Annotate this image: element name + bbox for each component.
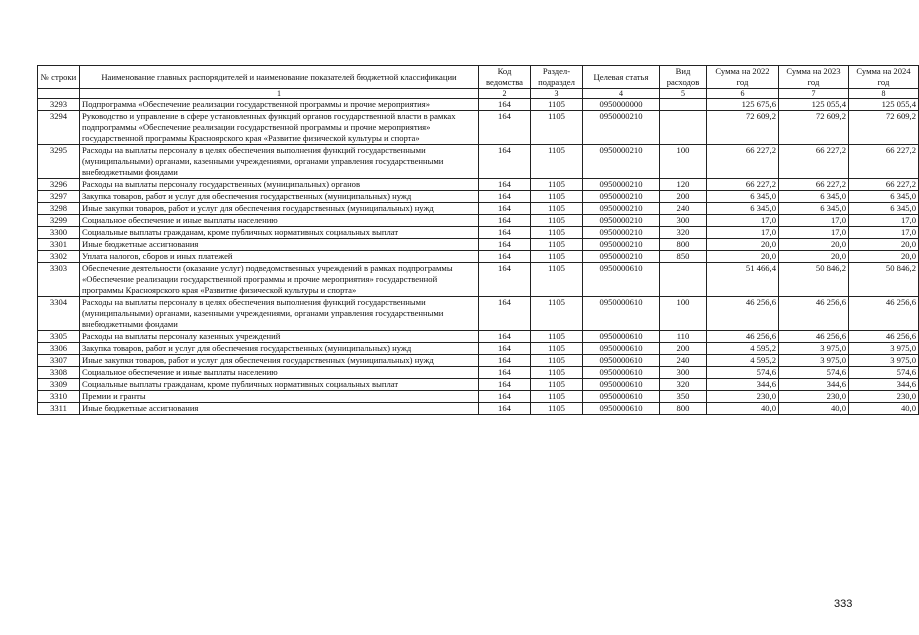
target-article-cell: 0950000610 <box>583 367 660 379</box>
sum-2022-cell: 20,0 <box>707 239 779 251</box>
dept-code-cell: 164 <box>479 297 531 331</box>
target-article-cell: 0950000210 <box>583 239 660 251</box>
sum-2022-cell: 17,0 <box>707 227 779 239</box>
table-row <box>38 203 919 215</box>
sum-2024-cell: 72 609,2 <box>849 111 919 145</box>
row-name-cell: Закупка товаров, работ и услуг для обеспечения государственных (муниципальных) нужд <box>80 343 479 355</box>
sum-2022-cell: 72 609,2 <box>707 111 779 145</box>
sum-2022-cell: 46 256,6 <box>707 331 779 343</box>
row-name-cell: Социальное обеспечение и иные выплаты населению <box>80 367 479 379</box>
table-row <box>38 111 919 145</box>
table-row <box>38 239 919 251</box>
row-name-cell: Иные закупки товаров, работ и услуг для обеспечения государственных (муниципальных) нужд <box>80 203 479 215</box>
expense-kind-cell: 100 <box>660 297 707 331</box>
sum-2023-cell: 66 227,2 <box>779 145 849 179</box>
row-number-cell: 3309 <box>38 379 80 391</box>
row-number-cell: 3294 <box>38 111 80 145</box>
sum-2024-cell: 50 846,2 <box>849 263 919 297</box>
section-cell: 1105 <box>531 403 583 415</box>
column-number: 8 <box>849 89 919 99</box>
target-article-cell: 0950000210 <box>583 227 660 239</box>
sum-2023-cell: 50 846,2 <box>779 263 849 297</box>
column-number: 4 <box>583 89 660 99</box>
sum-2023-cell: 574,6 <box>779 367 849 379</box>
row-number-cell: 3300 <box>38 227 80 239</box>
dept-code-cell: 164 <box>479 239 531 251</box>
section-cell: 1105 <box>531 263 583 297</box>
sum-2024-cell: 3 975,0 <box>849 355 919 367</box>
dept-code-cell: 164 <box>479 251 531 263</box>
expense-kind-cell: 300 <box>660 215 707 227</box>
target-article-cell: 0950000210 <box>583 191 660 203</box>
dept-code-cell: 164 <box>479 355 531 367</box>
sum-2022-cell: 46 256,6 <box>707 297 779 331</box>
target-article-cell: 0950000610 <box>583 343 660 355</box>
expense-kind-cell: 100 <box>660 145 707 179</box>
budget-table <box>37 65 919 415</box>
target-article-cell: 0950000610 <box>583 297 660 331</box>
row-name-cell: Социальные выплаты гражданам, кроме публичных нормативных социальных выплат <box>80 379 479 391</box>
dept-code-cell: 164 <box>479 111 531 145</box>
sum-2022-cell: 51 466,4 <box>707 263 779 297</box>
row-name-cell: Подпрограмма «Обеспечение реализации государственной программы и прочие мероприятия» <box>80 99 479 111</box>
sum-2024-cell: 6 345,0 <box>849 191 919 203</box>
sum-2022-cell: 40,0 <box>707 403 779 415</box>
header-sum-2023: Сумма на 2023 год <box>779 66 849 89</box>
sum-2023-cell: 46 256,6 <box>779 297 849 331</box>
row-number-cell: 3298 <box>38 203 80 215</box>
row-name-cell: Уплата налогов, сборов и иных платежей <box>80 251 479 263</box>
row-number-cell: 3307 <box>38 355 80 367</box>
sum-2024-cell: 3 975,0 <box>849 343 919 355</box>
expense-kind-cell: 300 <box>660 367 707 379</box>
row-number-cell: 3305 <box>38 331 80 343</box>
column-number-row <box>38 89 919 99</box>
row-name-cell: Иные закупки товаров, работ и услуг для обеспечения государственных (муниципальных) нужд <box>80 355 479 367</box>
expense-kind-cell: 800 <box>660 403 707 415</box>
sum-2023-cell: 344,6 <box>779 379 849 391</box>
sum-2023-cell: 3 975,0 <box>779 355 849 367</box>
column-number: 2 <box>479 89 531 99</box>
target-article-cell: 0950000610 <box>583 391 660 403</box>
dept-code-cell: 164 <box>479 99 531 111</box>
row-number-cell: 3303 <box>38 263 80 297</box>
sum-2023-cell: 20,0 <box>779 251 849 263</box>
section-cell: 1105 <box>531 203 583 215</box>
row-number-cell: 3295 <box>38 145 80 179</box>
dept-code-cell: 164 <box>479 215 531 227</box>
row-number-cell: 3297 <box>38 191 80 203</box>
column-number: 3 <box>531 89 583 99</box>
row-name-cell: Расходы на выплаты персоналу в целях обеспечения выполнения функций государственными (муниципальными) органами, казенными учреждениями, органами управления государственными внебюджетными фондами <box>80 145 479 179</box>
sum-2022-cell: 66 227,2 <box>707 179 779 191</box>
sum-2024-cell: 125 055,4 <box>849 99 919 111</box>
dept-code-cell: 164 <box>479 403 531 415</box>
row-name-cell: Социальные выплаты гражданам, кроме публичных нормативных социальных выплат <box>80 227 479 239</box>
row-number-cell: 3302 <box>38 251 80 263</box>
row-number-cell: 3311 <box>38 403 80 415</box>
target-article-cell: 0950000000 <box>583 99 660 111</box>
section-cell: 1105 <box>531 145 583 179</box>
expense-kind-cell <box>660 99 707 111</box>
table-row <box>38 379 919 391</box>
sum-2024-cell: 66 227,2 <box>849 145 919 179</box>
table-row <box>38 403 919 415</box>
table-row <box>38 263 919 297</box>
dept-code-cell: 164 <box>479 263 531 297</box>
row-number-cell: 3310 <box>38 391 80 403</box>
expense-kind-cell: 200 <box>660 343 707 355</box>
row-name-cell: Расходы на выплаты персоналу государственных (муниципальных) органов <box>80 179 479 191</box>
header-dept-code: Код ведомства <box>479 66 531 89</box>
target-article-cell: 0950000610 <box>583 379 660 391</box>
header-name: Наименование главных распорядителей и наименование показателей бюджетной классификации <box>80 66 479 89</box>
target-article-cell: 0950000210 <box>583 203 660 215</box>
sum-2024-cell: 40,0 <box>849 403 919 415</box>
row-number-cell: 3299 <box>38 215 80 227</box>
target-article-cell: 0950000210 <box>583 251 660 263</box>
sum-2024-cell: 66 227,2 <box>849 179 919 191</box>
sum-2023-cell: 230,0 <box>779 391 849 403</box>
table-row <box>38 391 919 403</box>
sum-2023-cell: 72 609,2 <box>779 111 849 145</box>
row-number-cell: 3301 <box>38 239 80 251</box>
target-article-cell: 0950000210 <box>583 145 660 179</box>
sum-2024-cell: 17,0 <box>849 215 919 227</box>
target-article-cell: 0950000210 <box>583 111 660 145</box>
row-number-cell: 3293 <box>38 99 80 111</box>
header-target-article: Целевая статья <box>583 66 660 89</box>
sum-2024-cell: 344,6 <box>849 379 919 391</box>
sum-2023-cell: 40,0 <box>779 403 849 415</box>
sum-2022-cell: 344,6 <box>707 379 779 391</box>
dept-code-cell: 164 <box>479 145 531 179</box>
sum-2022-cell: 574,6 <box>707 367 779 379</box>
row-name-cell: Закупка товаров, работ и услуг для обеспечения государственных (муниципальных) нужд <box>80 191 479 203</box>
section-cell: 1105 <box>531 111 583 145</box>
expense-kind-cell: 110 <box>660 331 707 343</box>
sum-2022-cell: 4 595,2 <box>707 355 779 367</box>
column-number: 7 <box>779 89 849 99</box>
sum-2023-cell: 6 345,0 <box>779 191 849 203</box>
dept-code-cell: 164 <box>479 191 531 203</box>
sum-2022-cell: 6 345,0 <box>707 203 779 215</box>
table-row <box>38 251 919 263</box>
row-name-cell: Социальное обеспечение и иные выплаты населению <box>80 215 479 227</box>
sum-2022-cell: 66 227,2 <box>707 145 779 179</box>
target-article-cell: 0950000210 <box>583 215 660 227</box>
header-sum-2024: Сумма на 2024 год <box>849 66 919 89</box>
row-name-cell: Обеспечение деятельности (оказание услуг) подведомственных учреждений в рамках подпрограммы «Обеспечение реализации государственной программы и прочие мероприятия» государственной программы Красноярского края «Развитие физической культуры и спорта» <box>80 263 479 297</box>
target-article-cell: 0950000210 <box>583 179 660 191</box>
dept-code-cell: 164 <box>479 367 531 379</box>
column-number: 5 <box>660 89 707 99</box>
sum-2024-cell: 6 345,0 <box>849 203 919 215</box>
table-row <box>38 343 919 355</box>
section-cell: 1105 <box>531 191 583 203</box>
sum-2022-cell: 20,0 <box>707 251 779 263</box>
section-cell: 1105 <box>531 239 583 251</box>
expense-kind-cell: 800 <box>660 239 707 251</box>
table-row <box>38 297 919 331</box>
sum-2022-cell: 125 675,6 <box>707 99 779 111</box>
row-name-cell: Руководство и управление в сфере установленных функций органов государственной власти в рамках подпрограммы «Обеспечение реализации государственной программы и прочие мероприятия» государственной программы Красноярского края «Развитие физической культуры и спорта» <box>80 111 479 145</box>
expense-kind-cell: 850 <box>660 251 707 263</box>
sum-2023-cell: 17,0 <box>779 227 849 239</box>
sum-2022-cell: 4 595,2 <box>707 343 779 355</box>
section-cell: 1105 <box>531 215 583 227</box>
target-article-cell: 0950000610 <box>583 331 660 343</box>
expense-kind-cell: 240 <box>660 355 707 367</box>
dept-code-cell: 164 <box>479 203 531 215</box>
section-cell: 1105 <box>531 379 583 391</box>
section-cell: 1105 <box>531 99 583 111</box>
sum-2024-cell: 46 256,6 <box>849 297 919 331</box>
section-cell: 1105 <box>531 391 583 403</box>
header-section: Раздел-подраздел <box>531 66 583 89</box>
row-number-cell: 3308 <box>38 367 80 379</box>
sum-2024-cell: 20,0 <box>849 239 919 251</box>
table-row <box>38 227 919 239</box>
table-row <box>38 355 919 367</box>
table-row <box>38 179 919 191</box>
sum-2023-cell: 6 345,0 <box>779 203 849 215</box>
sum-2023-cell: 17,0 <box>779 215 849 227</box>
table-row <box>38 99 919 111</box>
section-cell: 1105 <box>531 179 583 191</box>
section-cell: 1105 <box>531 297 583 331</box>
row-name-cell: Расходы на выплаты персоналу казенных учреждений <box>80 331 479 343</box>
section-cell: 1105 <box>531 227 583 239</box>
expense-kind-cell <box>660 111 707 145</box>
row-name-cell: Иные бюджетные ассигнования <box>80 239 479 251</box>
section-cell: 1105 <box>531 331 583 343</box>
expense-kind-cell: 350 <box>660 391 707 403</box>
expense-kind-cell: 240 <box>660 203 707 215</box>
dept-code-cell: 164 <box>479 343 531 355</box>
sum-2024-cell: 46 256,6 <box>849 331 919 343</box>
row-number-cell: 3304 <box>38 297 80 331</box>
sum-2023-cell: 125 055,4 <box>779 99 849 111</box>
dept-code-cell: 164 <box>479 179 531 191</box>
table-row <box>38 367 919 379</box>
table-row <box>38 145 919 179</box>
header-sum-2022: Сумма на 2022 год <box>707 66 779 89</box>
sum-2024-cell: 574,6 <box>849 367 919 379</box>
sum-2024-cell: 230,0 <box>849 391 919 403</box>
table-row <box>38 331 919 343</box>
sum-2023-cell: 66 227,2 <box>779 179 849 191</box>
header-row-number: № строки <box>38 66 80 89</box>
dept-code-cell: 164 <box>479 331 531 343</box>
row-name-cell: Премии и гранты <box>80 391 479 403</box>
row-name-cell: Иные бюджетные ассигнования <box>80 403 479 415</box>
sum-2024-cell: 20,0 <box>849 251 919 263</box>
expense-kind-cell: 320 <box>660 227 707 239</box>
expense-kind-cell: 320 <box>660 379 707 391</box>
column-number: 1 <box>80 89 479 99</box>
dept-code-cell: 164 <box>479 227 531 239</box>
column-number <box>38 89 80 99</box>
dept-code-cell: 164 <box>479 379 531 391</box>
sum-2023-cell: 46 256,6 <box>779 331 849 343</box>
sum-2022-cell: 230,0 <box>707 391 779 403</box>
target-article-cell: 0950000610 <box>583 403 660 415</box>
sum-2022-cell: 6 345,0 <box>707 191 779 203</box>
dept-code-cell: 164 <box>479 391 531 403</box>
section-cell: 1105 <box>531 343 583 355</box>
row-number-cell: 3306 <box>38 343 80 355</box>
expense-kind-cell: 200 <box>660 191 707 203</box>
row-number-cell: 3296 <box>38 179 80 191</box>
sum-2023-cell: 20,0 <box>779 239 849 251</box>
table-header-row <box>38 66 919 89</box>
target-article-cell: 0950000610 <box>583 263 660 297</box>
column-number: 6 <box>707 89 779 99</box>
expense-kind-cell: 120 <box>660 179 707 191</box>
section-cell: 1105 <box>531 251 583 263</box>
page-number: 333 <box>834 598 853 610</box>
sum-2023-cell: 3 975,0 <box>779 343 849 355</box>
section-cell: 1105 <box>531 367 583 379</box>
section-cell: 1105 <box>531 355 583 367</box>
expense-kind-cell <box>660 263 707 297</box>
sum-2022-cell: 17,0 <box>707 215 779 227</box>
target-article-cell: 0950000610 <box>583 355 660 367</box>
sum-2024-cell: 17,0 <box>849 227 919 239</box>
table-row <box>38 215 919 227</box>
header-expense-kind: Вид расходов <box>660 66 707 89</box>
table-row <box>38 191 919 203</box>
row-name-cell: Расходы на выплаты персоналу в целях обеспечения выполнения функций государственными (муниципальными) органами, казенными учреждениями, органами управления государственными внебюджетными фондами <box>80 297 479 331</box>
